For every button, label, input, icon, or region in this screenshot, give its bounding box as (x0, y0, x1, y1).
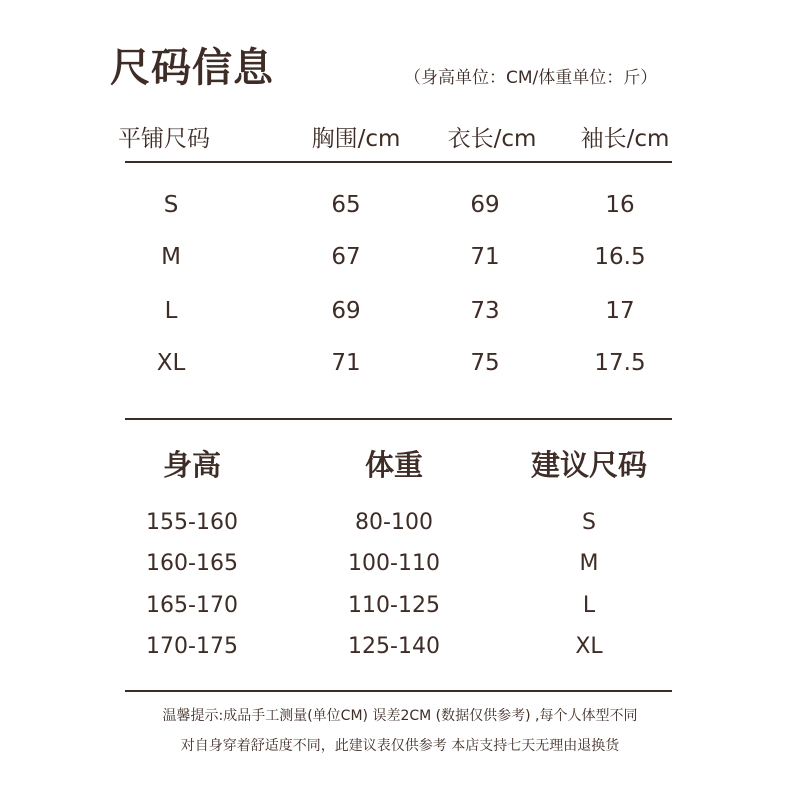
header-divider (125, 161, 672, 163)
footer-divider (125, 690, 672, 692)
length-cell: 71 (470, 244, 500, 270)
height-cell: 170-175 (146, 634, 238, 659)
size-header-chest: 胸围/cm (311, 126, 401, 152)
weight-cell: 125-140 (348, 634, 440, 659)
recommend-header-height: 身高 (162, 448, 222, 482)
size-cell: M (161, 244, 181, 270)
chest-cell: 71 (331, 350, 361, 376)
sleeve-cell: 16.5 (594, 244, 646, 270)
unit-note: （身高单位：CM/体重单位：斤） (404, 68, 658, 88)
suggested-size-cell: L (582, 593, 596, 618)
chest-cell: 65 (331, 192, 361, 218)
page-title: 尺码信息 (110, 45, 274, 91)
height-cell: 155-160 (146, 510, 238, 535)
recommend-header-size: 建议尺码 (530, 448, 648, 482)
size-cell: L (164, 298, 178, 324)
sleeve-cell: 17 (605, 298, 635, 324)
length-cell: 69 (470, 192, 500, 218)
length-cell: 75 (470, 350, 500, 376)
suggested-size-cell: M (579, 551, 599, 576)
height-cell: 160-165 (146, 551, 238, 576)
tip-note-line-2: 对自身穿着舒适度不同，此建议表仅供参考 本店支持七天无理由退换货 (180, 738, 620, 754)
suggested-size-cell: S (582, 510, 596, 535)
weight-cell: 100-110 (348, 551, 440, 576)
weight-cell: 80-100 (355, 510, 433, 535)
suggested-size-cell: XL (575, 634, 603, 659)
size-cell: S (163, 192, 179, 218)
size-header-flat: 平铺尺码 (118, 126, 210, 152)
chest-cell: 67 (331, 244, 361, 270)
section-divider (125, 418, 672, 420)
size-cell: XL (156, 350, 186, 376)
weight-cell: 110-125 (348, 593, 440, 618)
sleeve-cell: 16 (605, 192, 635, 218)
tip-note-line-1: 温馨提示:成品手工测量(单位CM) 误差2CM (数据仅供参考) ,每个人体型不同 (162, 708, 638, 724)
recommend-header-weight: 体重 (364, 448, 424, 482)
length-cell: 73 (470, 298, 500, 324)
chest-cell: 69 (331, 298, 361, 324)
sleeve-cell: 17.5 (594, 350, 646, 376)
height-cell: 165-170 (146, 593, 238, 618)
size-header-length: 衣长/cm (447, 126, 537, 152)
size-header-sleeve: 袖长/cm (580, 126, 670, 152)
